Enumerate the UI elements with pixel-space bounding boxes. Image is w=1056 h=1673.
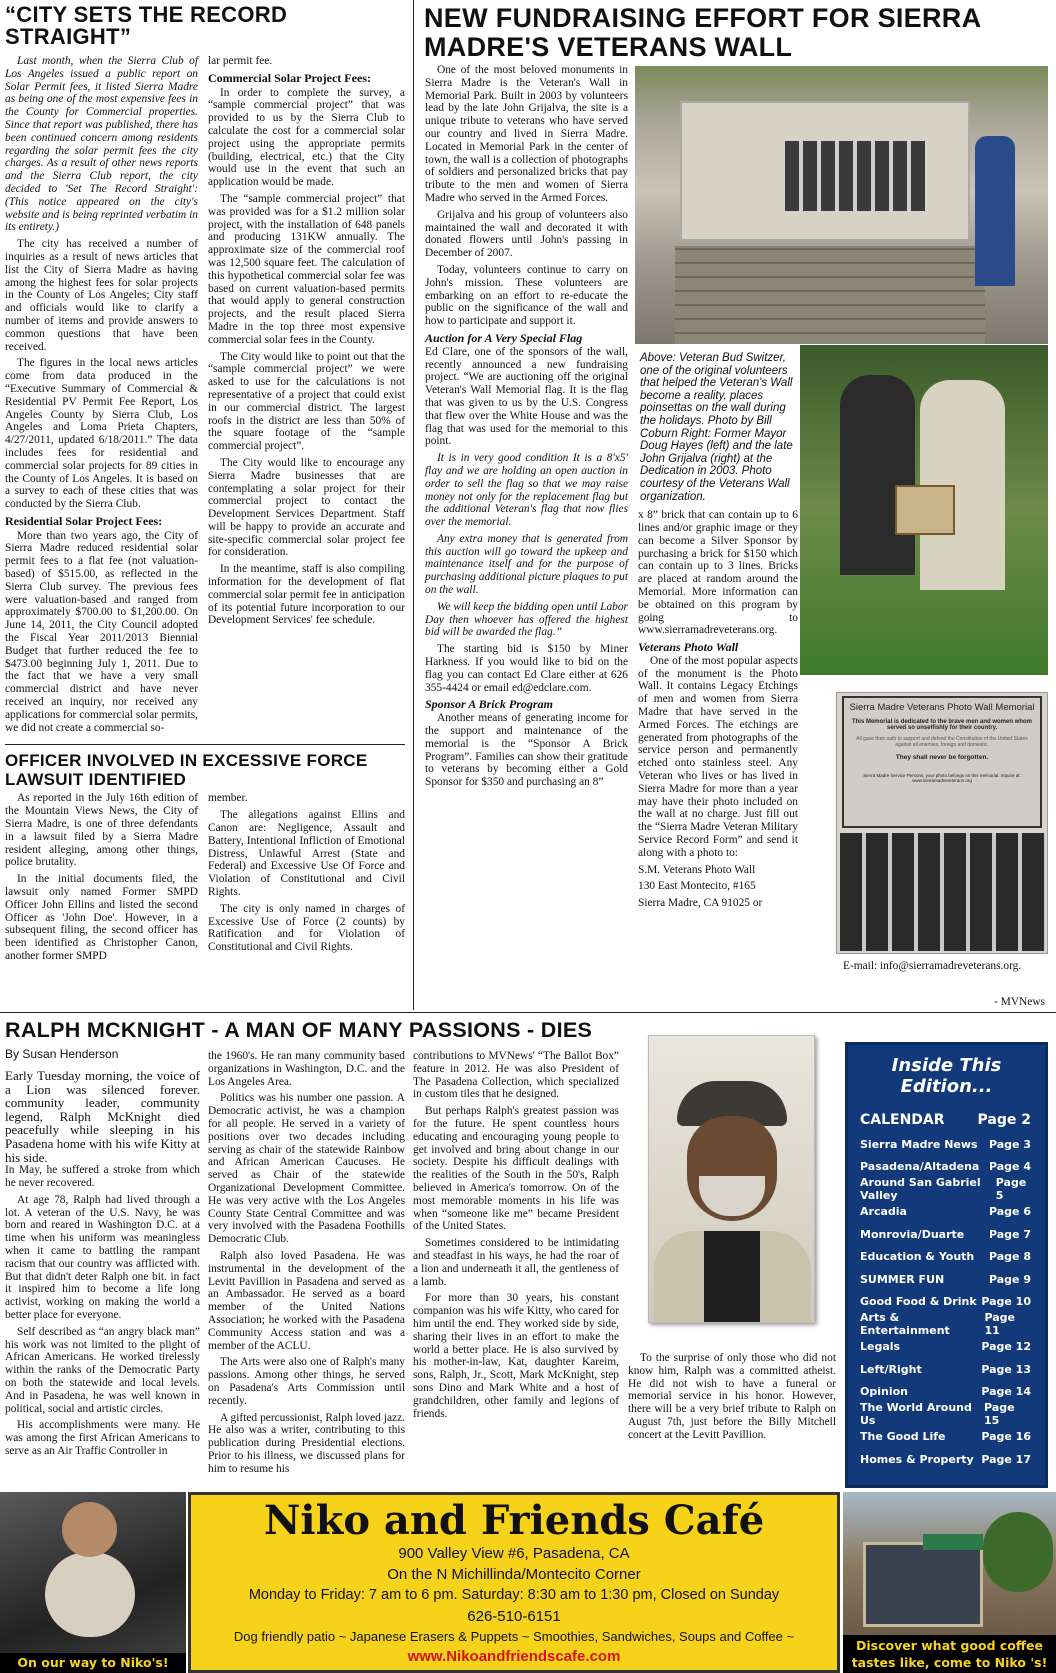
inside-item-page: Page 11 xyxy=(984,1311,1015,1338)
paragraph: Grijalva and his group of volunteers also maintained the wall and decorated it with donated flowers until John's passing in December of 2007. xyxy=(425,208,628,260)
inside-item-label: The Good Life xyxy=(860,1430,946,1444)
paragraph: Ed Clare, one of the sponsors of the wall, recently announced a new fundraising project. “We are auctioning off the original Veteran's Wall Memorial flag. It is the flag that was given to us by the U.S. Congress that flew over the White House and was the flag that was used for the memorial to this point. xyxy=(425,345,628,448)
photo-caption: Above: Veteran Bud Switzer, one of the original volunteers that helped the Veteran's Wall become a reality, places poinsettas on the wall during the holidays. Photo by Bill Coburn Right: Former Mayor Doug Hayes (left) and the late John Grijalva (right) at the Dedication in 2003. Photo courtesy of the Veterans Wall organization. xyxy=(640,352,793,503)
ralph-column-4 xyxy=(628,1352,836,1446)
inside-item-label: Good Food & Drink xyxy=(860,1295,977,1309)
paragraph: The City would like to encourage any Sierra Madre businesses that are contemplating a solar project for their commercial project to contact the Development Services Department. Staff will be happy to provide an accurate and site-specific commercial solar project fee for consideration. xyxy=(208,456,405,559)
paragraph: At age 78, Ralph had lived through a lot. A veteran of the U.S. Navy, he was born and reared in Washington D.C. at a time when his uniform was meaningless when it came to battling the rampant racism that our country was afflicted with. But that didn't deter Ralph one bit. in fact it inspired him to become a life long activist, working on making the world a better place for everyone. xyxy=(5,1193,200,1321)
inside-item-page: Page 3 xyxy=(988,1137,1031,1151)
subheading: Residential Solar Project Fees: xyxy=(5,513,163,528)
paragraph: One of the most popular aspects of the monument is the Photo Wall. It contains Legacy Etchings of men and women from Sierra Madre that have served in the Armed Forces. The etchings are generated from photographs of the service person and permanently etched onto stainless steel. Any Veteran who lives or has lived in Sierra Madre for more than a year may have their photo included on the wall at no charge. Just fill out the “Sierra Madre Veteran Military Service Record Form” and send it along with a photo to: xyxy=(638,654,798,859)
inside-item[interactable] xyxy=(848,1246,1045,1269)
inside-item[interactable] xyxy=(848,1291,1045,1314)
sign-line-4: Sierra Madre Service Persons, your photo belongs on this memorial. Inquire at: www.sierramadreveterans.org xyxy=(863,773,1021,783)
paragraph: Ralph also loved Pasadena. He was instrumental in the development of the Levitt Pavillion in Pasadena and served as an Ambassador. He served as a board member of the United Nations Association; he worked with the Pasadena Community Access station and was a member of the ACLU. xyxy=(208,1249,405,1352)
inside-item-label: Legals xyxy=(860,1340,901,1354)
paragraph: the 1960's. He ran many community based organizations in Washington, D.C. and the Los Angeles Area. xyxy=(208,1050,405,1088)
officer-headline: OFFICER INVOLVED IN EXCESSIVE FORCE LAWSUIT IDENTIFIED xyxy=(5,751,368,790)
inside-item-label: Arts & Entertainment xyxy=(860,1311,950,1338)
paragraph: Self described as “an angry black man” his work was not limited to the plight of African Americans. He worked tirelessly within the ranks of the Democratic Party on both the statewide and local levels. And in Pasadena, he was well known in political, social and artistic circles. xyxy=(5,1325,200,1415)
inside-item[interactable] xyxy=(848,1426,1045,1449)
paragraph: The city is only named in charges of Excessive Use of Force (2 counts) by Ratification and for Violation of Constitutional and Civil Rights. xyxy=(208,902,405,954)
paragraph: To the surprise of only those who did not know him, Ralph was a committed atheist. He did not wish to have a funeral or memorial service in his honor. However, there will be a very brief tribute to Ralph on August 7th, just before the Billy Mitchell concert at the Levitt Pavillion. xyxy=(628,1352,836,1441)
paragraph: The starting bid is $150 by Miner Harkness. If you would like to bid on the flag you can contact Ed Clare either at 626 355-4424 or email ed@edclare.com. xyxy=(425,643,628,694)
inside-item-page: Page 7 xyxy=(988,1227,1031,1241)
inside-item-label: Education & Youth xyxy=(860,1250,975,1264)
ralph-column-3 xyxy=(413,1050,619,1424)
paragraph: For more than 30 years, his constant companion was his wife Kitty, who cared for him until the end. They worked side by side, sharing their lives in an effort to make the world a better place. He is also survived by his mother-in-law, Kat, daughter Kareim, sons, Ralph, Jr., Scott, Mark McKnight, step sons Dino and Mark White and a host of grandchildren, other family and legions of friends. xyxy=(413,1292,619,1420)
photo-wall-memorial-sign xyxy=(836,692,1048,954)
inside-item-label: Opinion xyxy=(860,1385,908,1399)
paragraph: It is in very good condition It is a 8'x5' flay and we are holding an open auction in order to sell the flag so that we may raise money not only for the replacement flag but the additional Veteran's flag that now flies over the memorial. xyxy=(425,452,628,529)
inside-item-label: Sierra Madre News xyxy=(860,1137,978,1151)
paragraph: One of the most beloved monuments in Sierra Madre is the Veteran's Wall in Memorial Park. Built in 2003 by volunteers lead by the late John Grijalva, the site is a unique tribute to veterans who have served our country and lived in Sierra Madre. Located in Memorial Park in the center of town, the wall is a collection of photographs of soldiers and personalized bricks that pay tribute to the men and women of Sierra Madre who served in the Armed Forces. xyxy=(425,64,628,204)
signoff: - MVNews xyxy=(994,996,1045,1008)
veterans-column-2 xyxy=(638,509,798,910)
inside-item-page: Page 14 xyxy=(981,1385,1031,1399)
paragraph: Today, volunteers continue to carry on John's mission. These volunteers are embarking on an effort to re-educate the public on the significance of the wall and how to participate and support it. xyxy=(425,263,628,328)
veterans-wall-photo xyxy=(635,66,1048,344)
paragraph: As reported in the July 16th edition of the Mountain Views News, the City of Sierra Madre, is one of three defendants in a lawsuit filed by a Sierra Madre resident alleging, among other things, police brutality. xyxy=(5,792,198,869)
ralph-headline: RALPH MCKNIGHT - A MAN OF MANY PASSIONS - DIES xyxy=(5,1018,593,1042)
inside-item[interactable] xyxy=(848,1313,1045,1336)
inside-this-edition xyxy=(845,1042,1048,1488)
inside-item-label: Around San Gabriel Valley xyxy=(860,1176,981,1203)
byline: By Susan Henderson xyxy=(5,1047,119,1061)
cafe-phone: 626-510-6151 xyxy=(467,1608,561,1625)
paragraph: 130 East Montecito, #165 xyxy=(638,880,756,893)
paragraph: The allegations against Ellins and Canon are: Negligence, Assault and Battery, Intentional Infliction of Emotional Distress, Unlawful Arrest (State and Federal) and Excessive Use Of Force and Violation of Constitutional and Civil Rights. xyxy=(208,809,405,899)
city-column-1 xyxy=(5,55,198,738)
inside-item-label: Pasadena/Altadena xyxy=(860,1160,980,1174)
inside-item[interactable] xyxy=(848,1336,1045,1359)
cafe-ad xyxy=(188,1492,840,1673)
section-divider xyxy=(5,744,405,745)
paragraph: The Arts were also one of Ralph's many passions. Among other things, he served on Pasadena's Arts Commission until recently. xyxy=(208,1356,405,1407)
ralph-lead: Early Tuesday morning, the voice of a Lion was silenced forever. community leader, community legend, Ralph McKnight died peacefully while sleeping in his Pasadena home with his wife Kitty at his side. xyxy=(5,1068,200,1165)
sign-title: Sierra Madre Veterans Photo Wall Memorial xyxy=(849,702,1035,713)
subheading: Sponsor A Brick Program xyxy=(425,697,553,712)
inside-item-page: Page 16 xyxy=(981,1430,1031,1444)
inside-item[interactable] xyxy=(848,1156,1045,1179)
inside-item-page: Page 5 xyxy=(995,1176,1027,1203)
ralph-column-2 xyxy=(208,1050,405,1480)
inside-item-label: Arcadia xyxy=(860,1205,907,1219)
paragraph: Sometimes considered to be intimidating and steadfast in his ways, he had the roar of a lion and underneath it all, the gentleness of a lamb. xyxy=(413,1237,619,1288)
inside-item-page: Page 4 xyxy=(988,1160,1031,1174)
paragraph: In the meantime, staff is also compiling information for the development of flat commercial solar permit fee in anticipation of its potential future incorporation to our Development Services' fee schedule. xyxy=(208,563,405,627)
inside-item-calendar[interactable] xyxy=(848,1107,1045,1133)
paragraph: But perhaps Ralph's greatest passion was for the future. He spent countless hours educating and encouraging young people to get involved and bring about change in our society. Despite his difficult dealings with the realities of the South in the 50's, Ralph believed in America's tomorrow. On of the most memorable moments in his life was when “someone like me” became President of the United States. xyxy=(413,1105,619,1233)
cafe-address: 900 Valley View #6, Pasadena, CA xyxy=(398,1545,630,1562)
veterans-middle-flow xyxy=(638,352,798,914)
inside-item-page: Page 2 xyxy=(977,1112,1031,1128)
inside-item-label: SUMMER FUN xyxy=(860,1272,945,1286)
column-divider xyxy=(413,0,414,1010)
right-ad-caption: Discover what good coffee tastes like, come to Niko 's! xyxy=(843,1635,1056,1673)
paragraph: His accomplishments were many. He was among the first African Americans to serve as an Air Traffic Controller in xyxy=(5,1419,200,1457)
inside-item-page: Page 8 xyxy=(988,1250,1031,1264)
sign-line-1: This Memorial is dedicated to the brave men and women whom served so unselfishly for their country. xyxy=(851,719,1033,731)
inside-item-label: Homes & Property xyxy=(860,1452,974,1466)
paragraph: Sierra Madre, CA 91025 or xyxy=(638,897,763,910)
sign-line-2: All gave their oath to support and defend the Constitution of the United States against all enemies, foreign and domestic. xyxy=(856,736,1028,748)
subheading: Commercial Solar Project Fees: xyxy=(208,70,371,85)
paragraph: The City would like to point out that the “sample commercial project” we were asked to use for the calculations is not representative of a project that could exist in our commercial district. The largest roofs in the district are less than 50% of the square footage of the “sample commercial project”. xyxy=(208,350,405,453)
paragraph: More than two years ago, the City of Sierra Madre reduced residential solar permit fees to a flat fee (not valuation-based) of $515.00, as reflected in the Sierra Club survey. The previous fees were valuation-based and ranged from approximately $700.00 to $1,200.00. On June 14, 2011, the City Council adopted the Fiscal Year 2011/2013 Biennial Budget that further reduced the fee to $473.00 beginning July 1, 2011. Due to the fact that we have a very small commercial district and have never received an inquiry, nor received any applications for commercial solar permits, we did not create a commercial so- xyxy=(5,529,198,734)
paragraph: S.M. Veterans Photo Wall xyxy=(638,863,756,876)
dog-car-photo xyxy=(0,1492,186,1673)
paragraph: The figures in the local news articles come from data produced in the “Executive Summary of Commercial & Residential PV Permit Fee Report, Los Angeles County by Sierra Club, Los Angeles and Loma Prieta Chapters, 4/27/2011, updated 6/18/2011.” The data includes fees for residential and commercial solar projects for 89 cities in the County of Los Angeles. It is based on a survey to each of these cities that was conducted by the Sierra Club. xyxy=(5,357,198,511)
paragraph: The “sample commercial project” that was provided was for a $1.2 million solar project, with the installation of 648 panels and producing 131KW annually. The approximate size of the commercial roof was 12,500 square feet. The calculation of this hypothetical commercial solar fee was based on current valuation-based permits that would apply to general construction projects, and the result placed Sierra Madre in the top three most expensive commercial solar fees in the County. xyxy=(208,192,405,346)
inside-item[interactable] xyxy=(848,1201,1045,1224)
ralph-column-1 xyxy=(5,1069,200,1462)
inside-item[interactable] xyxy=(848,1223,1045,1246)
inside-item-page: Page 9 xyxy=(988,1272,1031,1286)
subheading: Veterans Photo Wall xyxy=(638,640,739,655)
paragraph: x 8” brick that can contain up to 6 lines and/or graphic image or they can become a Silver Sponsor by purchasing a brick for $150 which can contain up to 3 lines. Bricks are placed at random around the Memorial. More information can be obtained on this program by going to www.sierramadreveterans.org. xyxy=(638,509,798,637)
inside-item-label: CALENDAR xyxy=(860,1112,945,1128)
section-divider xyxy=(0,1012,1056,1013)
paragraph: Politics was his number one passion. A Democratic activist, he was a champion for all people. He served in a variety of positions over two decades including serving as chair of the statewide Rainbow and African American Caucuses. He served as Chair of the statewide Organizational Development Committee. He was very active with the Los Angeles County State Central Committee and was very involved with the Pasadena Foothills Democratic Club. xyxy=(208,1092,405,1246)
cafe-corner: On the N Michillinda/Montecito Corner xyxy=(387,1566,641,1583)
inside-title: Inside This Edition... xyxy=(891,1055,1002,1097)
inside-item[interactable] xyxy=(848,1448,1045,1471)
paragraph: In May, he suffered a stroke from which he never recovered. xyxy=(5,1164,200,1189)
city-headline: “CITY SETS THE RECORD STRAIGHT” xyxy=(5,2,288,49)
paragraph: We will keep the bidding open until Labor Day then whoever has offered the highest bid will be awarded the flag.” xyxy=(425,600,628,639)
officer-columns xyxy=(5,792,405,966)
cafe-storefront-photo xyxy=(843,1492,1056,1673)
inside-item[interactable] xyxy=(848,1268,1045,1291)
inside-item[interactable] xyxy=(848,1403,1045,1426)
city-columns xyxy=(5,55,405,738)
veterans-headline: NEW FUNDRAISING EFFORT FOR SIERRA MADRE'S VETERANS WALL xyxy=(424,3,981,62)
cafe-hours: Monday to Friday: 7 am to 6 pm. Saturday: 8:30 am to 1:30 pm, Closed on Sunday xyxy=(248,1587,780,1603)
officer-column-2 xyxy=(208,792,405,958)
left-ad-caption: On our way to Niko's! xyxy=(0,1653,186,1673)
paragraph: Last month, when the Sierra Club of Los Angeles issued a public report on Solar Permit fees, it listed Sierra Madre as being one of the most expensive fees in the County for Commercial properties. Since that report was published, there has been continued concern among residents regarding the solar permit fees the city charges. As a result of other news reports and the Sierra Club report, the city decided to 'Set The Record Straight': (This notice appeared on the city's website and is being reprinted verbatim in its entirety.) xyxy=(5,55,198,234)
veterans-column-1 xyxy=(425,64,628,793)
contact-email: E-mail: info@sierramadreveterans.org. xyxy=(843,960,1022,972)
left-section xyxy=(5,4,405,967)
officer-column-1 xyxy=(5,792,198,966)
cafe-name: Niko and Friends Café xyxy=(263,1497,765,1544)
inside-item-page: Page 15 xyxy=(984,1401,1015,1428)
inside-item-label: Monrovia/Duarte xyxy=(860,1227,965,1241)
inside-item-page: Page 13 xyxy=(981,1362,1031,1376)
inside-item[interactable] xyxy=(848,1358,1045,1381)
sign-line-3: They shall never be forgotten. xyxy=(895,754,989,761)
paragraph: The city has received a number of inquiries as a result of news articles that list the City of Sierra Madre as having among the highest fees for solar projects in the County of Los Angeles; City staff and officials would like to clarify a number of items and provide answers to common questions that have been received. xyxy=(5,238,198,353)
inside-item-page: Page 6 xyxy=(988,1205,1031,1219)
inside-item-label: The World Around Us xyxy=(860,1401,972,1428)
inside-item-page: Page 17 xyxy=(981,1452,1031,1466)
subheading: Auction for A Very Special Flag xyxy=(425,330,583,345)
inside-item[interactable] xyxy=(848,1133,1045,1156)
inside-item-page: Page 12 xyxy=(981,1340,1031,1354)
inside-items xyxy=(848,1133,1045,1471)
paragraph: contributions to MVNews' “The Ballot Box” feature in 2012. He was also President of The Pasadena Collection, which specialized in custom tiles that he designed. xyxy=(413,1050,619,1101)
paragraph: In order to complete the survey, a “sample commercial project” that was provided to us by the Sierra Club to calculate the cost for a commercial solar project using the appropriate permits (building, electrical, etc.) that the City would use in the event that such an application would be made. xyxy=(208,86,405,189)
ralph-column-1-body xyxy=(5,1164,200,1458)
cafe-features: Dog friendly patio ~ Japanese Erasers & Puppets ~ Smoothies, Sandwiches, Soups and Coffee ~ xyxy=(233,1629,795,1644)
ralph-portrait xyxy=(648,1035,815,1323)
paragraph: member. xyxy=(208,792,248,805)
paragraph: Any extra money that is generated from this auction will go toward the upkeep and maintenance itself and for the purpose of purchasing additional picture plaques to put on the wall. xyxy=(425,532,628,597)
paragraph: lar permit fee. xyxy=(208,55,273,67)
inside-item-label: Left/Right xyxy=(860,1362,922,1376)
paragraph: Another means of generating income for the support and maintenance of the memorial is the “Sponsor A Brick Program”. Families can show their gratitude to veterans by becoming either a Gold Sponsor for $350 and purchasing an 8” xyxy=(425,712,628,789)
cafe-website[interactable]: www.Nikoandfriendscafe.com xyxy=(407,1648,621,1665)
dedication-photo xyxy=(800,345,1048,675)
inside-item[interactable] xyxy=(848,1178,1045,1201)
city-column-2 xyxy=(208,55,405,631)
paragraph: A gifted percussionist, Ralph loved jazz. He also was a writer, contributing to this publication during Presidential elections. Prior to his illness, we discussed plans for him to resume his xyxy=(208,1411,405,1475)
inside-item[interactable] xyxy=(848,1381,1045,1404)
paragraph: In the initial documents filed, the lawsuit only named Former SMPD Officer John Ellins and listed the second Officer as 'John Doe'. However, in a subsequent filing, the second officer has been identified as Christopher Canon, another former SMPD xyxy=(5,873,198,962)
inside-item-page: Page 10 xyxy=(981,1295,1031,1309)
